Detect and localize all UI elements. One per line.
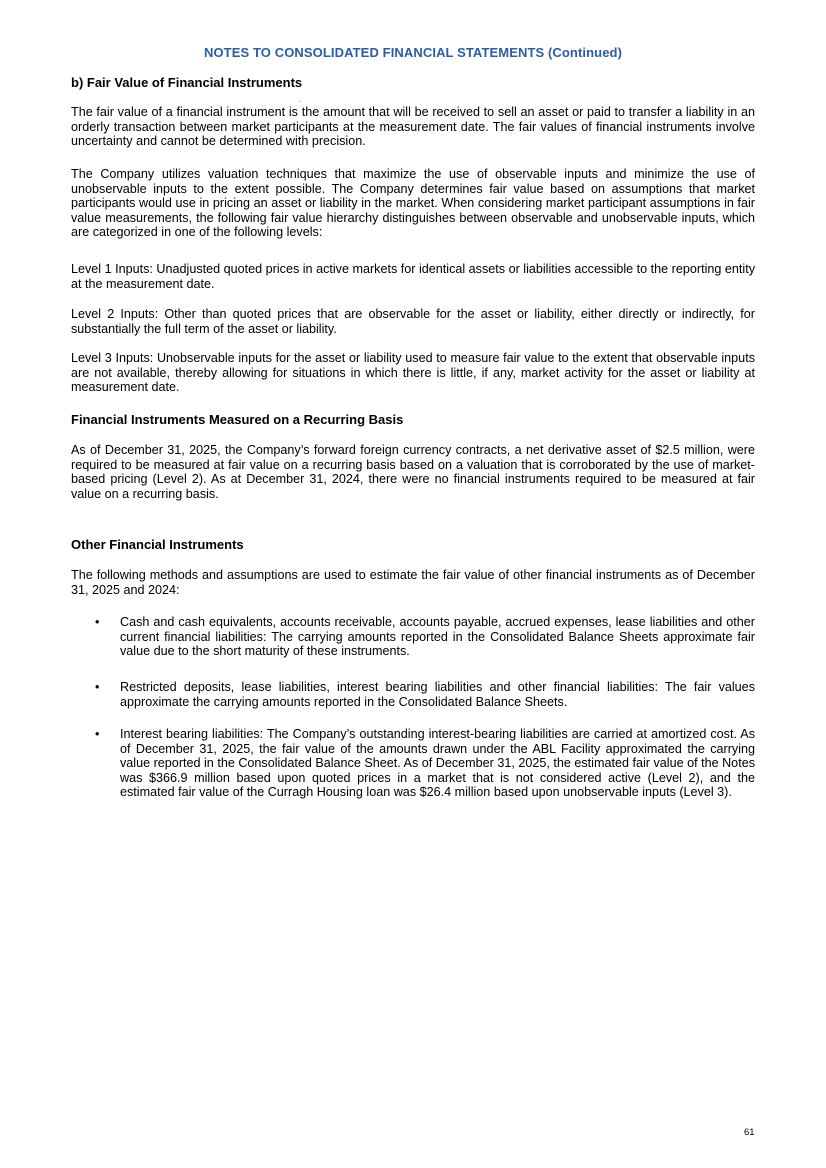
page-number: 61 xyxy=(744,1127,755,1138)
list-item-text: Interest bearing liabilities: The Company’s outstanding interest-bearing liabilities are carried at amortized cost. As of December 31, 2025, the fair value of the amounts drawn under the ABL Facility approximated the carrying value reported in the Consolidated Balance Sheet. As of December 31, 2025, the estimated fair value of the Notes was $366.9 million based upon quoted prices in a market that is not considered active (Level 2), and the estimated fair value of the Curragh Housing loan was $26.4 million based upon unobservable inputs (Level 3). xyxy=(120,727,755,800)
recurring-basis-paragraph: As of December 31, 2025, the Company’s forward foreign currency contracts, a net derivative asset of $2.5 million, were required to be measured at fair value on a recurring basis based on a valuation that is corroborated by the use of market-based pricing (Level 2). As at December 31, 2024, there were no financial instruments required to be measured at fair value on a recurring basis. xyxy=(71,443,755,501)
level-1-inputs-paragraph: Level 1 Inputs: Unadjusted quoted prices in active markets for identical assets or liabilities accessible to the reporting entity at the measurement date. xyxy=(71,262,755,291)
level-3-inputs-paragraph: Level 3 Inputs: Unobservable inputs for the asset or liability used to measure fair value to the extent that observable inputs are not available, thereby allowing for situations in which there is little, if any, market activity for the asset or liability at measurement date. xyxy=(71,351,755,395)
fair-value-paragraph-1: The fair value of a financial instrument is the amount that will be received to sell an asset or paid to transfer a liability in an orderly transaction between market participants at the measurement date. The fair values of financial instruments involve uncertainty and cannot be determined with precision. xyxy=(71,105,755,149)
fair-value-heading: b) Fair Value of Financial Instruments xyxy=(71,75,303,90)
level-2-inputs-paragraph: Level 2 Inputs: Other than quoted prices that are observable for the asset or liability, either directly or indirectly, for substantially the full term of the asset or liability. xyxy=(71,307,755,336)
fair-value-paragraph-2: The Company utilizes valuation techniques that maximize the use of observable inputs and minimize the use of unobservable inputs to the extent possible. The Company determines fair value based on assumptions that market participants would use in pricing an asset or liability in the market. When considering market participant assumptions in fair value measurements, the following fair value hierarchy distinguishes between observable and unobservable inputs, which are categorized in one of the following levels: xyxy=(71,167,755,240)
recurring-basis-heading: Financial Instruments Measured on a Recurring Basis xyxy=(71,412,404,427)
bullet-icon: • xyxy=(95,680,100,694)
bullet-icon: • xyxy=(95,615,100,629)
list-item-text: Restricted deposits, lease liabilities, interest bearing liabilities and other financial liabilities: The fair values approximate the carrying amounts reported in the Consolidated Balance Sheets. xyxy=(120,680,755,709)
list-item-text: Cash and cash equivalents, accounts receivable, accounts payable, accrued expenses, lease liabilities and other current financial liabilities: The carrying amounts reported in the Consolidated Balance Sheets approximate fair value due to the short maturity of these instruments. xyxy=(120,615,755,659)
other-instruments-intro: The following methods and assumptions are used to estimate the fair value of other financial instruments as of December 31, 2025 and 2024: xyxy=(71,568,755,597)
bullet-icon: • xyxy=(95,727,100,741)
page-header-title: NOTES TO CONSOLIDATED FINANCIAL STATEMENTS (Continued) xyxy=(203,45,622,60)
stray-mark xyxy=(300,101,301,102)
other-instruments-heading: Other Financial Instruments xyxy=(71,537,244,552)
